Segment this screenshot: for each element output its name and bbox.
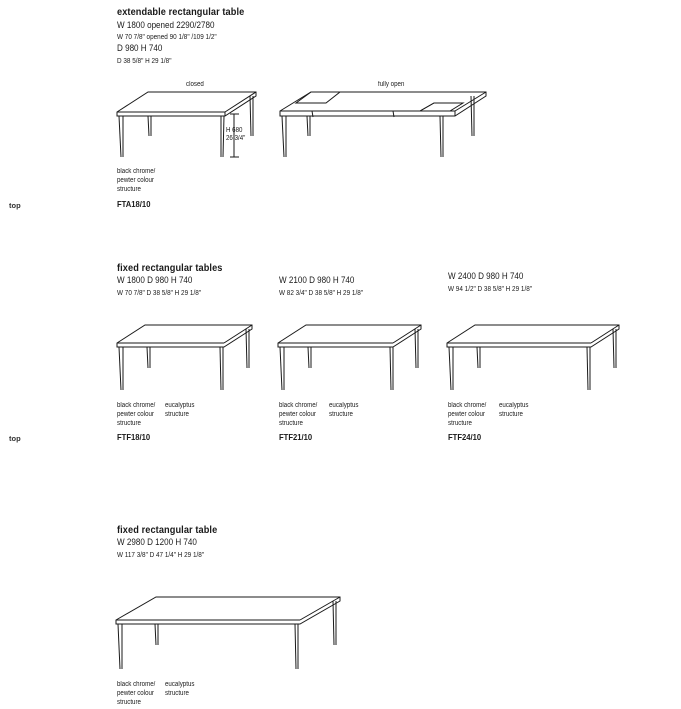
view-label-closed: closed (186, 81, 204, 88)
dimension-inches: D 38 5/8" H 29 1/8" (117, 56, 172, 65)
view-label-fully-open: fully open (378, 81, 405, 88)
finish-label: black chrome/ pewter colour structure (117, 168, 156, 193)
section-title-extendable: extendable rectangular table (117, 7, 245, 18)
dimension-inches: W 94 1/2" D 38 5/8" H 29 1/8" (448, 284, 533, 293)
height-label-mm: H 680 (226, 127, 243, 134)
product-code: FTA18/10 (117, 199, 151, 209)
finish-label: black chrome/ pewter colour structure (117, 681, 156, 706)
finish-label: eucalyptus structure (329, 402, 359, 418)
section-title-fixed: fixed rectangular tables (117, 263, 223, 274)
finish-label: eucalyptus structure (499, 402, 529, 418)
dimension-inches: W 70 7/8" opened 90 1/8" /109 1/2" (117, 32, 217, 41)
dimension-inches: W 70 7/8" D 38 5/8" H 29 1/8" (117, 288, 202, 297)
finish-label: eucalyptus structure (165, 402, 195, 418)
side-label: top (9, 434, 21, 443)
product-code: FTF18/10 (117, 432, 151, 442)
dimension-inches: W 117 3/8" D 47 1/4" H 29 1/8" (117, 550, 205, 559)
finish-label: eucalyptus structure (165, 681, 195, 697)
dimension-mm: W 1800 D 980 H 740 (117, 275, 193, 286)
finish-label: black chrome/ pewter colour structure (117, 402, 156, 427)
product-code: FTF24/10 (448, 432, 482, 442)
side-label: top (9, 201, 21, 210)
dimension-inches: W 82 3/4" D 38 5/8" H 29 1/8" (279, 288, 364, 297)
dimension-mm: W 1800 opened 2290/2780 (117, 20, 215, 31)
dimension-mm: W 2980 D 1200 H 740 (117, 537, 197, 548)
dimension-mm: W 2400 D 980 H 740 (448, 271, 524, 282)
dimension-mm: W 2100 D 980 H 740 (279, 275, 355, 286)
height-label-in: 26 3/4" (226, 135, 246, 142)
product-code: FTF21/10 (279, 432, 313, 442)
section-title-fixed-large: fixed rectangular table (117, 525, 218, 536)
dimension-mm: D 980 H 740 (117, 43, 163, 54)
finish-label: black chrome/ pewter colour structure (279, 402, 318, 427)
finish-label: black chrome/ pewter colour structure (448, 402, 487, 427)
